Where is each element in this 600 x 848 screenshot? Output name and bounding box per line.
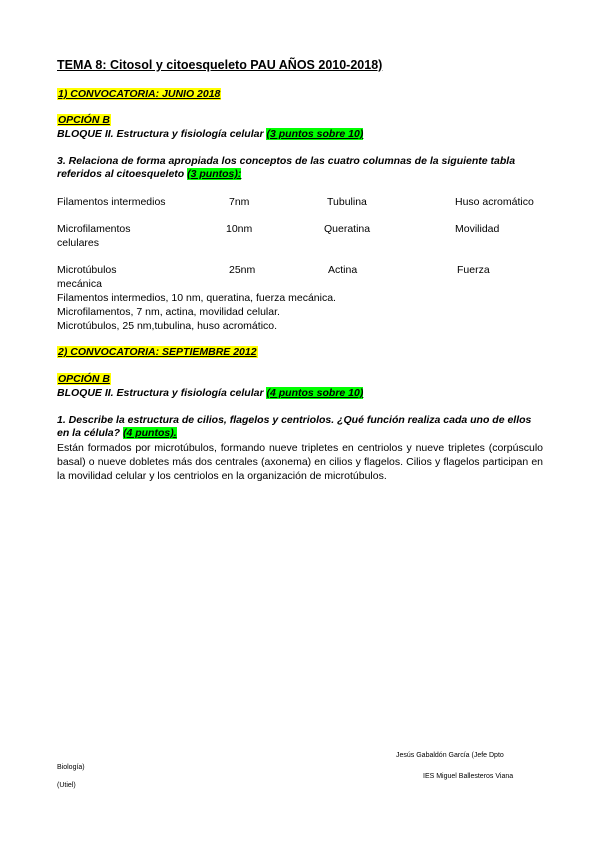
answer-line: Microfilamentos, 7 nm, actina, movilidad celular.: [57, 306, 280, 318]
table-cell: Huso acromático: [455, 196, 534, 208]
table-cell-wrap: celulares: [57, 237, 100, 249]
table-cell-wrap: mecánica: [57, 278, 102, 290]
question-1: [57, 155, 543, 181]
opcion-label-2: OPCIÓN B: [58, 373, 110, 385]
table-cell: Actina: [328, 264, 358, 276]
bloque-heading-1: [57, 128, 363, 140]
opcion-label-1: OPCIÓN B: [58, 114, 110, 126]
table-cell: Microfilamentos: [57, 223, 131, 235]
bloque-points-1: (3 puntos sobre 10): [266, 128, 364, 140]
table-cell: 7nm: [229, 196, 250, 208]
footer-school: IES Miguel Ballesteros Viana: [423, 773, 514, 780]
answer-line: Filamentos intermedios, 10 nm, queratina, fuerza mecánica.: [57, 292, 336, 304]
table-cell: Microtúbulos: [57, 264, 117, 276]
convocatoria-heading-2: 2) CONVOCATORIA: SEPTIEMBRE 2012: [58, 346, 257, 358]
table-cell: Queratina: [324, 223, 371, 235]
footer-utiel: (Utiel): [57, 782, 76, 789]
bloque-heading-2: [57, 387, 363, 399]
question-points-1: (3 puntos):: [187, 168, 242, 180]
table-cell: 10nm: [226, 223, 253, 235]
footer-author: Jesús Gabaldón García (Jefe Dpto: [396, 752, 504, 759]
table-cell: Fuerza: [457, 264, 490, 276]
table-cell: Movilidad: [455, 223, 500, 235]
convocatoria-heading-1: 1) CONVOCATORIA: JUNIO 2018: [58, 88, 221, 100]
question-text-2: 1. Describe la estructura de cilios, flagelos y centriolos. ¿Qué función realiza cada uno de ellos en la célula?: [57, 414, 532, 439]
footer-dept: Biología): [57, 764, 85, 771]
bloque-text-1: BLOQUE II. Estructura y fisiología celular: [57, 128, 264, 140]
table-cell: 25nm: [229, 264, 256, 276]
answer-paragraph-2: Están formados por microtúbulos, formando nueve tripletes en centriolos y nueve tripletes (corpúsculo basal) o nueve dobletes más dos centrales (axonema) en cilios y flagelos. Cilios y flagelos participan en la movilidad celular y los centriolos en la organización de microtúbulos.: [57, 442, 543, 482]
table-cell: Filamentos intermedios: [57, 196, 166, 208]
question-text-1: 3. Relaciona de forma apropiada los conceptos de las cuatro columnas de la siguiente tabla referidos al citoesqueleto: [57, 155, 516, 180]
question-2: [57, 414, 543, 440]
bloque-text-2: BLOQUE II. Estructura y fisiología celular: [57, 387, 264, 399]
question-points-2: (4 puntos).: [122, 427, 177, 439]
bloque-points-2: (4 puntos sobre 10): [266, 387, 364, 399]
page-title: TEMA 8: Citosol y citoesqueleto PAU AÑOS 2010-2018): [57, 58, 383, 72]
answer-line: Microtúbulos, 25 nm,tubulina, huso acromático.: [57, 320, 278, 332]
table-cell: Tubulina: [327, 196, 367, 208]
